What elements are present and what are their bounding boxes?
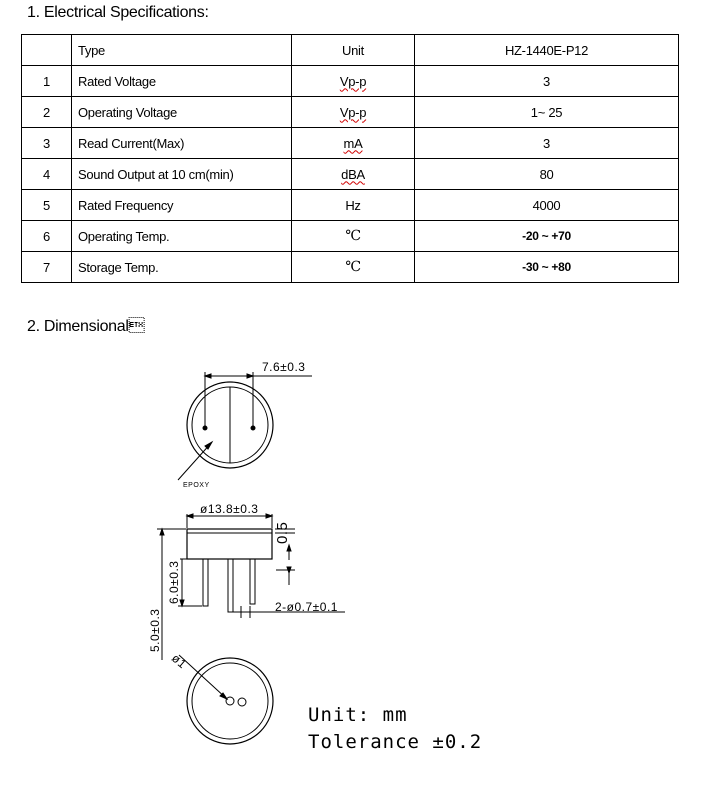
dim-diameter: ø13.8±0.3 <box>200 502 259 516</box>
row-number: 1 <box>22 66 72 97</box>
bottom-view <box>179 655 273 744</box>
row-number: 5 <box>22 190 72 221</box>
header-model: HZ-1440E-P12 <box>415 35 679 66</box>
unit-note: Unit: mm <box>308 704 408 726</box>
row-type: Rated Voltage <box>72 66 292 97</box>
row-value: 4000 <box>415 190 679 221</box>
side-view <box>157 514 345 660</box>
row-number: 6 <box>22 221 72 252</box>
unit-text: mA <box>343 135 363 151</box>
row-type: Read Current(Max) <box>72 128 292 159</box>
tolerance-note: Tolerance ±0.2 <box>308 731 483 753</box>
row-number: 7 <box>22 252 72 283</box>
unit-text: dBA <box>341 166 365 182</box>
dim-pin-spacing: 7.6±0.3 <box>262 360 306 374</box>
dim-body-height: 6.0±0.3 <box>167 560 181 604</box>
dim-hole-diameter: ø1 <box>169 651 190 672</box>
row-unit: ℃ <box>292 252 415 283</box>
unit-text: Vp-p <box>339 104 367 120</box>
epoxy-label: EPOXY <box>183 482 210 489</box>
row-number: 4 <box>22 159 72 190</box>
row-type: Operating Voltage <box>72 97 292 128</box>
row-number: 3 <box>22 128 72 159</box>
row-value: 3 <box>415 128 679 159</box>
row-unit: Hz <box>292 190 415 221</box>
section-title-electrical: 1. Electrical Specifications: <box>27 4 209 21</box>
row-type: Rated Frequency <box>72 190 292 221</box>
row-number: 2 <box>22 97 72 128</box>
section-title-dimensional: 2. Dimensional <box>27 318 145 335</box>
row-unit: ℃ <box>292 221 415 252</box>
row-value: -20 ~ +70 <box>415 221 679 252</box>
row-type: Sound Output at 10 cm(min) <box>72 159 292 190</box>
unit-text: Vp-p <box>339 73 367 89</box>
row-type: Operating Temp. <box>72 221 292 252</box>
dim-pin-diameter: 2-ø0.7±0.1 <box>275 600 338 614</box>
top-view <box>178 372 312 480</box>
dim-top-thickness: 0.5 <box>274 521 291 544</box>
row-value: 3 <box>415 66 679 97</box>
row-type: Storage Temp. <box>72 252 292 283</box>
row-value: 80 <box>415 159 679 190</box>
header-type: Type <box>72 35 292 66</box>
header-unit: Unit <box>292 35 415 66</box>
row-value: 1~ 25 <box>415 97 679 128</box>
row-value: -30 ~ +80 <box>415 252 679 283</box>
dim-pin-length: 5.0±0.3 <box>148 608 162 652</box>
